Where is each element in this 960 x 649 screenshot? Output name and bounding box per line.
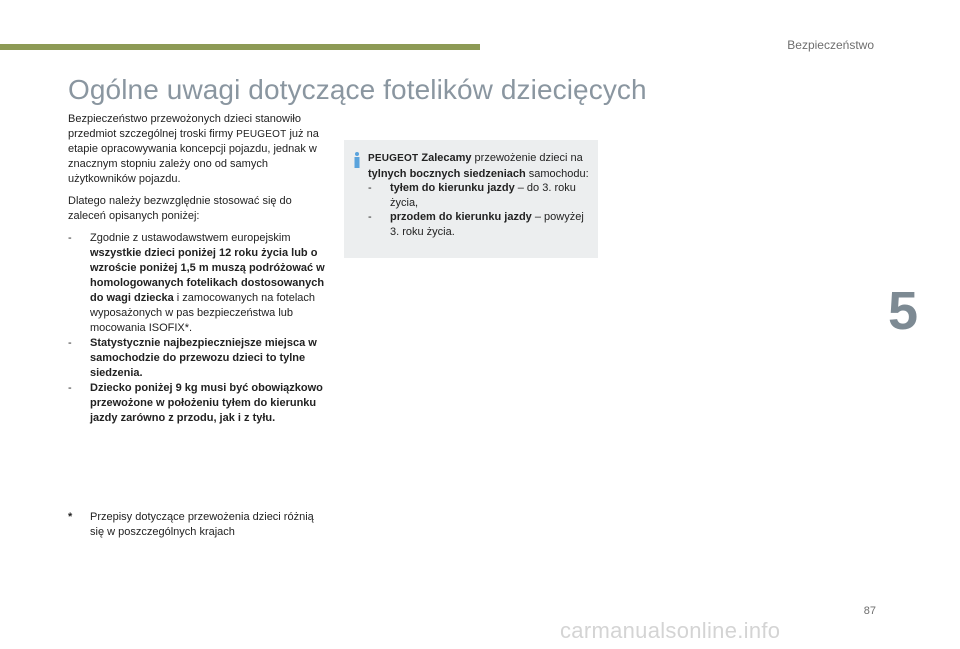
list-item: - Dziecko poniżej 9 kg musi być obowiązkowo przewożone w położeniu tyłem do kierunku jazdy zarówno z przodu, jak i z tyłu.: [68, 381, 330, 426]
main-text-column: [68, 112, 330, 426]
list-item: - Zgodnie z ustawodawstwem europejskim wszystkie dzieci poniżej 12 roku życia lub o wzroście poniżej 1,5 m muszą podróżować w homologowanych fotelikach dostosowanych do wagi dziecka i zamocowanych na fotelach wyposażonych w pas bezpieczeństwa lub mocowania ISOFIX*.: [68, 231, 330, 336]
list-item: - Statystycznie najbezpieczniejsze miejsca w samochodzie do przewozu dzieci to tylne siedzenia.: [68, 336, 330, 381]
info-text: PEUGEOT Zalecamy przewożenie dzieci na tylnych bocznych siedzeniach samochodu:: [368, 152, 589, 180]
list-item: - przodem do kierunku jazdy – powyżej 3. roku życia.: [368, 210, 590, 239]
info-list: [368, 181, 590, 239]
footnote-marker: *: [68, 511, 73, 523]
watermark: carmanualsonline.info: [560, 618, 781, 643]
info-box: [344, 140, 598, 258]
page-title: Ogólne uwagi dotyczące fotelików dziecięcych: [68, 74, 647, 105]
page-number: 87: [863, 605, 876, 617]
chapter-number: 5: [888, 281, 919, 341]
footnote-text: Przepisy dotyczące przewożenia dzieci różnią się w poszczególnych krajach: [90, 511, 314, 538]
section-name: Bezpieczeństwo: [787, 38, 874, 52]
list-item: - tyłem do kierunku jazdy – do 3. roku życia,: [368, 181, 590, 210]
recommendation-list: [68, 231, 330, 426]
header-accent-bar: [0, 44, 480, 50]
info-icon: [352, 152, 362, 168]
intro-paragraph: Bezpieczeństwo przewożonych dzieci stanowiło przedmiot szczególnej troski firmy PEUGEOT już na etapie opracowywania koncepcji pojazdu, jednak w znacznym stopniu zależy ono od samych użytkowników pojazdu.: [68, 113, 319, 185]
footnote: [68, 510, 330, 540]
brand-name: PEUGEOT: [236, 129, 287, 140]
info-brand: PEUGEOT: [368, 153, 419, 164]
lead-paragraph: Dlatego należy bezwzględnie stosować się do zaleceń opisanych poniżej:: [68, 195, 292, 222]
